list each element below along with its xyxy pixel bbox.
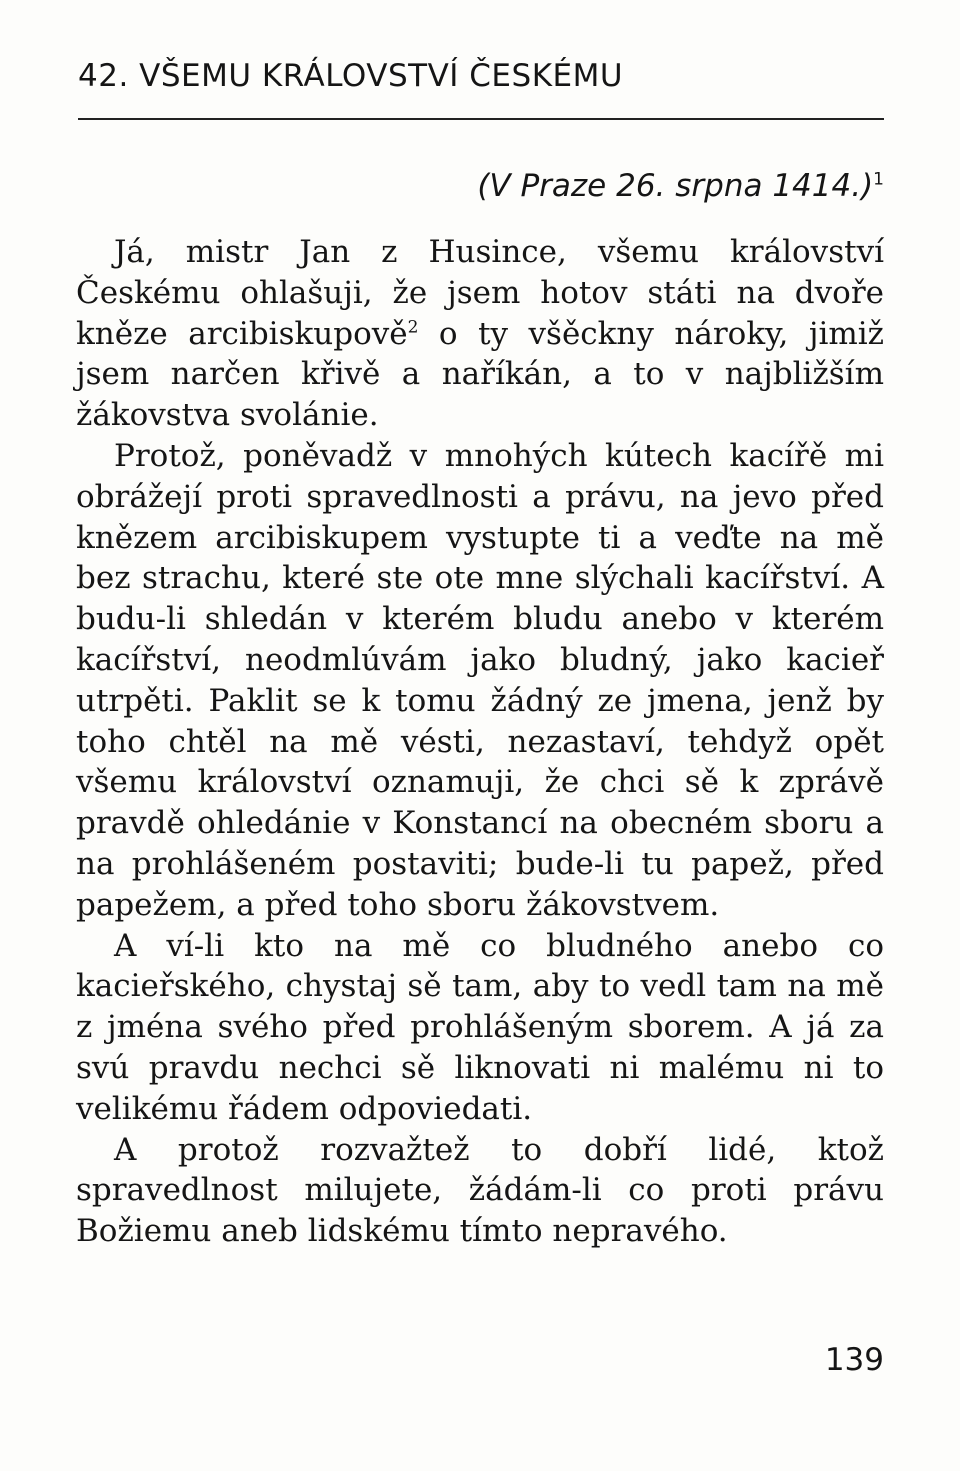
paragraph: Protož, poněvadž v mnohých kútech kacířě mi obrážejí proti spravedlnosti a právu, na jevo před knězem arcibiskupem vystupte ti a veďte na mě bez strachu, které ste ote mne slýchali kacířství. A budu-li shledán v kterém bludu anebo v kterém kacířství, neodmlúvám jako bludný, jako kacieř utrpěti. Paklit se k tomu žádný ze jmena, jenž by toho chtěl na mě vésti, nezastaví, tehdyž opět všemu království oznamuji, že chci sě k zprávě pravdě ohledánie v Konstancí na obecném sboru a na prohlášeném postaviti; bude-li tu papež, před papežem, a před toho sboru žákovstvem. <box>76 437 884 923</box>
body-text <box>76 232 884 1252</box>
paragraph-text: o ty všěckny nároky, jimiž jsem narčen křivě a naříkán, a to v najbližším žákovstva svolánie. <box>76 315 884 434</box>
paragraph <box>76 232 884 436</box>
running-header-title: 42. VŠEMU KRÁLOVSTVÍ ČESKÉMU <box>78 58 624 94</box>
header-rule <box>78 118 884 120</box>
footnote-marker: 2 <box>407 317 419 338</box>
dateline <box>477 168 884 204</box>
footnote-marker: 1 <box>873 169 884 190</box>
dateline-text: (V Praze 26. srpna 1414.) <box>477 168 874 204</box>
paragraph: A ví-li kto na mě co bludného anebo co kacieřského, chystaj sě tam, aby to vedl tam na mě z jména svého před prohlášeným sborem. A já za svú pravdu nechci sě liknovati ni malému ni to velikému řádem odpoviedati. <box>76 927 884 1127</box>
paragraph-text: Já, mistr Jan z Husince, všemu království Českému ohlašuji, že jsem hotov státi na dvoře kněze arcibiskupově <box>76 234 884 352</box>
paragraph: A protož rozvažtež to dobří lidé, ktož spravedlnost milujete, žádám-li co proti právu Božiemu aneb lidskému tímto nepravého. <box>76 1131 884 1250</box>
page-number: 139 <box>824 1342 884 1378</box>
